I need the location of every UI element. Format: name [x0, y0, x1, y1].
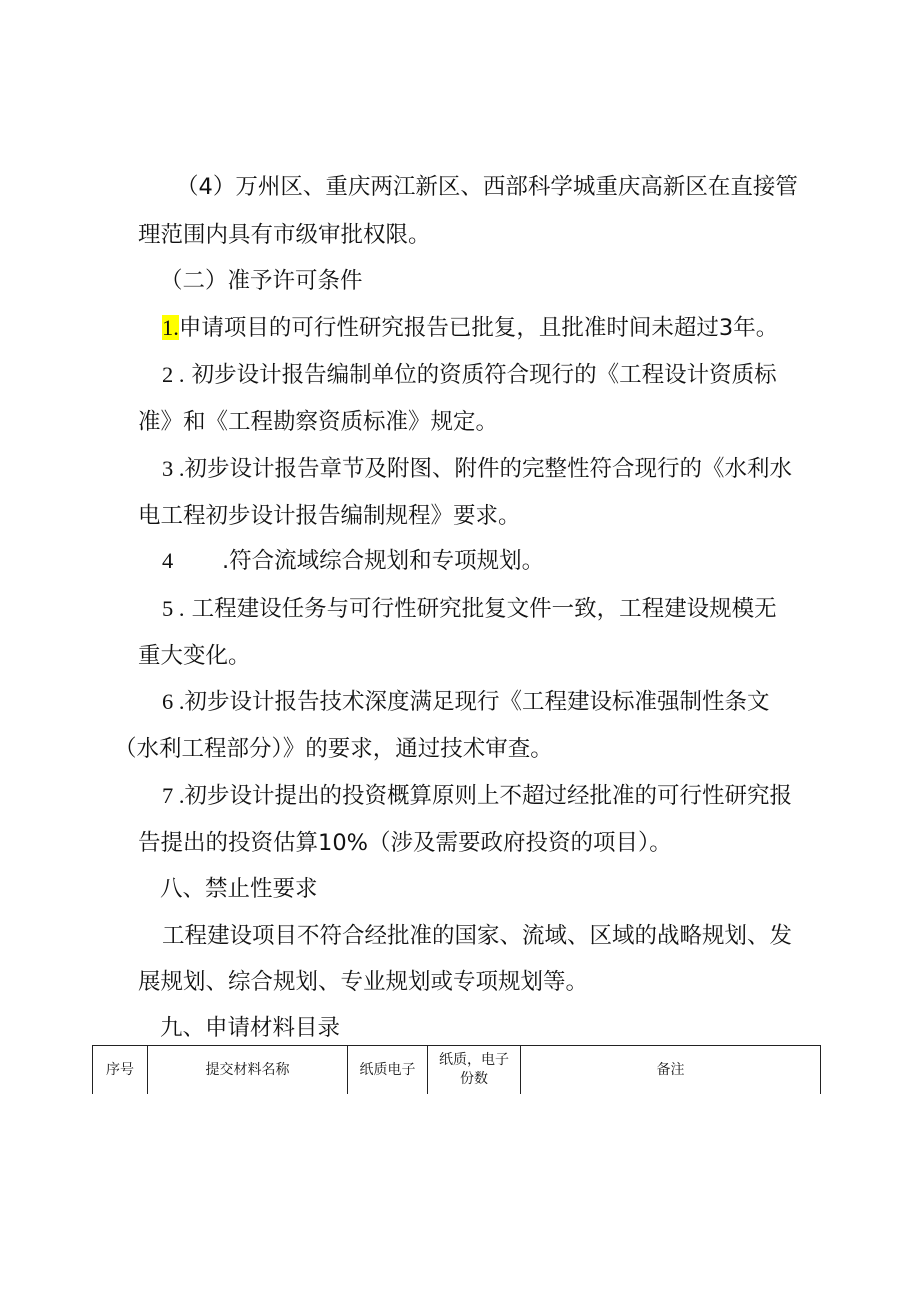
condition-6-text: 初步设计报告技术深度满足现行《工程建设标准强制性条文: [184, 689, 770, 715]
condition-5-text: 工程建设任务与可行性研究批复文件一致，工程建设规模无: [191, 596, 777, 622]
condition-5-line-1: [162, 594, 777, 624]
section-heading-prohibitions: 八、禁止性要求: [160, 876, 318, 902]
prohibition-paragraph-line-2: 展规划、综合规划、专业规划或专项规划等。: [138, 969, 589, 995]
condition-4-number: 4: [162, 548, 174, 573]
condition-7-number: 7 .: [162, 783, 185, 808]
prohibition-paragraph-line-1: 工程建设项目不符合经批准的国家、流域、区域的战略规划、发: [162, 923, 793, 949]
condition-1-number-highlighted: 1.: [162, 315, 179, 340]
condition-2-number: 2 .: [162, 362, 185, 387]
condition-2-line-1: [162, 360, 777, 390]
header-seq: 序号: [93, 1046, 148, 1095]
header-material-name: 提交材料名称: [148, 1046, 348, 1095]
condition-7-line-2: 告提出的投资估算10%（涉及需要政府投资的项目）。: [138, 830, 672, 856]
condition-5-number: 5 .: [162, 596, 185, 621]
condition-3-line-2: 电工程初步设计报告编制规程》要求。: [138, 503, 521, 529]
materials-table: [92, 1045, 821, 1094]
condition-3-number: 3 .: [162, 456, 185, 481]
condition-1: [162, 313, 778, 343]
section-heading-materials: 九、申请材料目录: [160, 1015, 341, 1041]
condition-3-line-1: [162, 454, 792, 484]
table-header-row: [93, 1046, 821, 1095]
header-copies-line-1: 纸质，电子: [439, 1052, 509, 1068]
condition-2-line-2: 准》和《工程勘察资质标准》规定。: [138, 409, 499, 435]
condition-4-text: .符合流域综合规划和专项规划。: [222, 548, 545, 574]
condition-6-line-1: [162, 687, 770, 717]
condition-7-text: 初步设计提出的投资概算原则上不超过经批准的可行性研究报: [184, 783, 793, 809]
header-paper-electronic: 纸质电子: [348, 1046, 428, 1095]
condition-6-number: 6 .: [162, 689, 185, 714]
section-heading-conditions: （二）准予许可条件: [160, 268, 363, 294]
condition-3-text: 初步设计报告章节及附图、附件的完整性符合现行的《水利水: [184, 456, 793, 482]
condition-2-text: 初步设计报告编制单位的资质符合现行的《工程设计资质标: [191, 362, 777, 388]
condition-5-line-2: 重大变化。: [138, 643, 251, 669]
header-remarks: 备注: [521, 1046, 821, 1095]
condition-6-line-2: （水利工程部分）》的要求，通过技术审查。: [114, 736, 553, 762]
header-copies-line-2: 份数: [460, 1071, 488, 1087]
header-copies: [428, 1046, 521, 1095]
condition-7-line-1: [162, 781, 792, 811]
condition-1-text: 申请项目的可行性研究报告已批复，且批准时间未超过3年。: [178, 315, 779, 341]
paragraph-4-line-1: （4）万州区、重庆两江新区、西部科学城重庆高新区在直接管: [176, 174, 798, 200]
paragraph-4-line-2: 理范围内具有市级审批权限。: [138, 222, 431, 248]
